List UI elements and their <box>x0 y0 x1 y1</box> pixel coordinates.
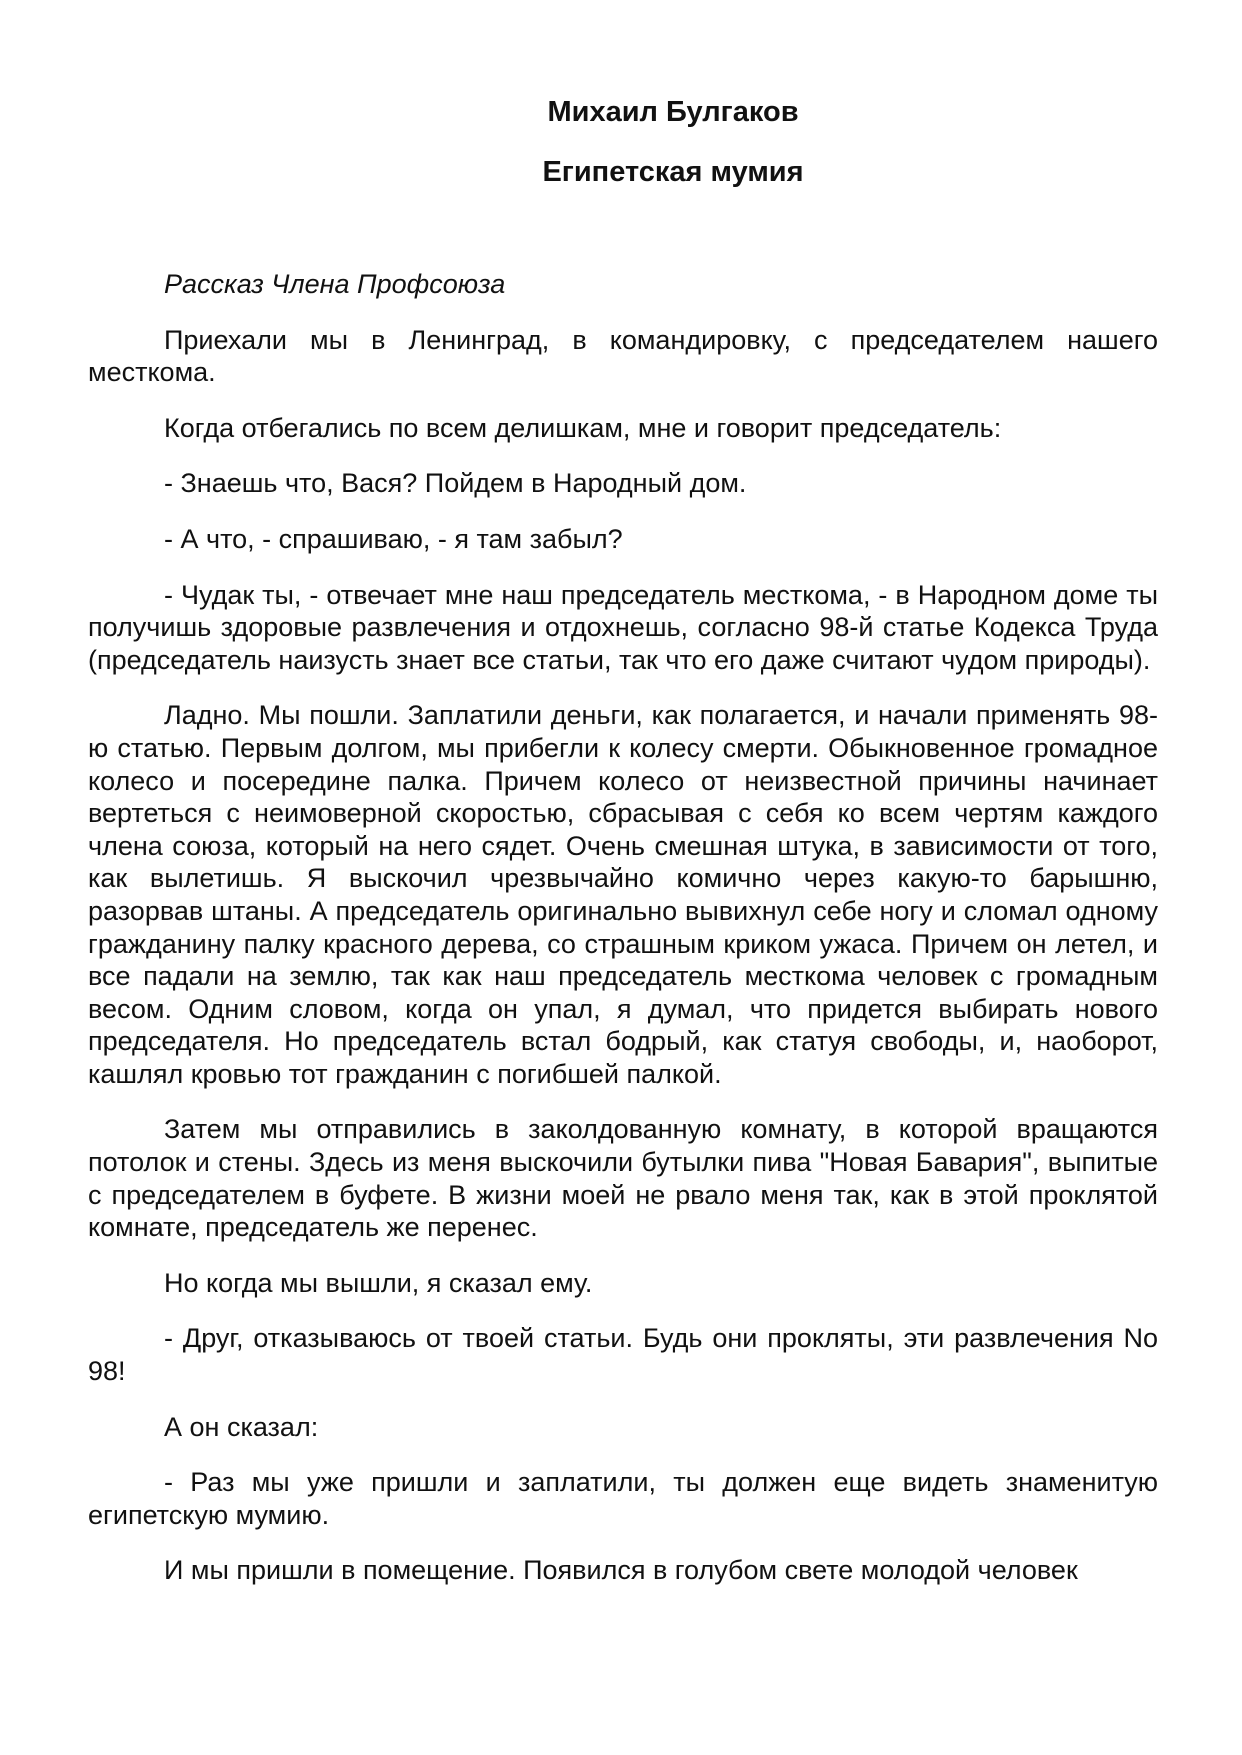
body-paragraph: Когда отбегались по всем делишкам, мне и говорит председатель: <box>164 412 1002 443</box>
body-paragraph: А он сказал: <box>164 1411 319 1442</box>
dialogue-paragraph: - Друг, отказываюсь от твоей статьи. Будь они прокляты, эти развлечения No 98! <box>88 1323 1158 1387</box>
dialogue-paragraph: - Раз мы уже пришли и заплатили, ты должен еще видеть знаменитую египетскую мумию. <box>88 1467 1158 1530</box>
document-page <box>88 92 1158 1610</box>
dialogue-paragraph: - Знаешь что, Вася? Пойдем в Народный дом. <box>164 468 747 499</box>
body-paragraph: Приехали мы в Ленинград, в командировку, с председателем нашего месткома. <box>88 324 1158 388</box>
dialogue-paragraph: - А что, - спрашиваю, - я там забыл? <box>164 523 623 554</box>
dialogue-paragraph: - Чудак ты, - отвечает мне наш председатель месткома, - в Народном доме ты получишь здоровые развлечения и отдохнешь, согласно 98-й статье Кодекса Труда (председатель наизусть знает все статьи, так что его даже считают чудом природы). <box>88 579 1158 675</box>
body-paragraph: Затем мы отправились в заколдованную комнату, в которой вращаются потолок и стены. Здесь из меня выскочили бутылки пива "Новая Бавария", выпитые с председателем в буфете. В жизни моей не рвало меня так, как в этой проклятой комнате, председатель же перенес. <box>88 1114 1158 1243</box>
author-heading: Михаил Булгаков <box>547 96 799 128</box>
body-paragraph: Ладно. Мы пошли. Заплатили деньги, как полагается, и начали применять 98-ю статью. Первым долгом, мы прибегли к колесу смерти. Обыкновенное громадное колесо и посередине палка. Причем колесо от неизвестной причины начинает вертеться с неимоверной скоростью, сбрасывая с себя ко всем чертям каждого члена союза, который на него сядет. Очень смешная штука, в зависимости от того, как вылетишь. Я выскочил чрезвычайно комично через какую-то барышню, разорвав штаны. А председатель оригинально вывихнул себе ногу и сломал одному гражданину палку красного дерева, со страшным криком ужаса. Причем он летел, и все падали на землю, так как наш председатель месткома человек с громадным весом. Одним словом, когда он упал, я думал, что придется выбирать нового председателя. Но председатель встал бодрый, как статуя свободы, и, наоборот, кашлял кровью тот гражданин с погибшей палкой. <box>88 700 1158 1089</box>
body-paragraph: И мы пришли в помещение. Появился в голубом свете молодой человек <box>164 1555 1078 1586</box>
subtitle-paragraph: Рассказ Члена Профсоюза <box>164 269 506 299</box>
story-title: Египетская мумия <box>542 156 804 188</box>
body-paragraph: Но когда мы вышли, я сказал ему. <box>164 1267 593 1298</box>
